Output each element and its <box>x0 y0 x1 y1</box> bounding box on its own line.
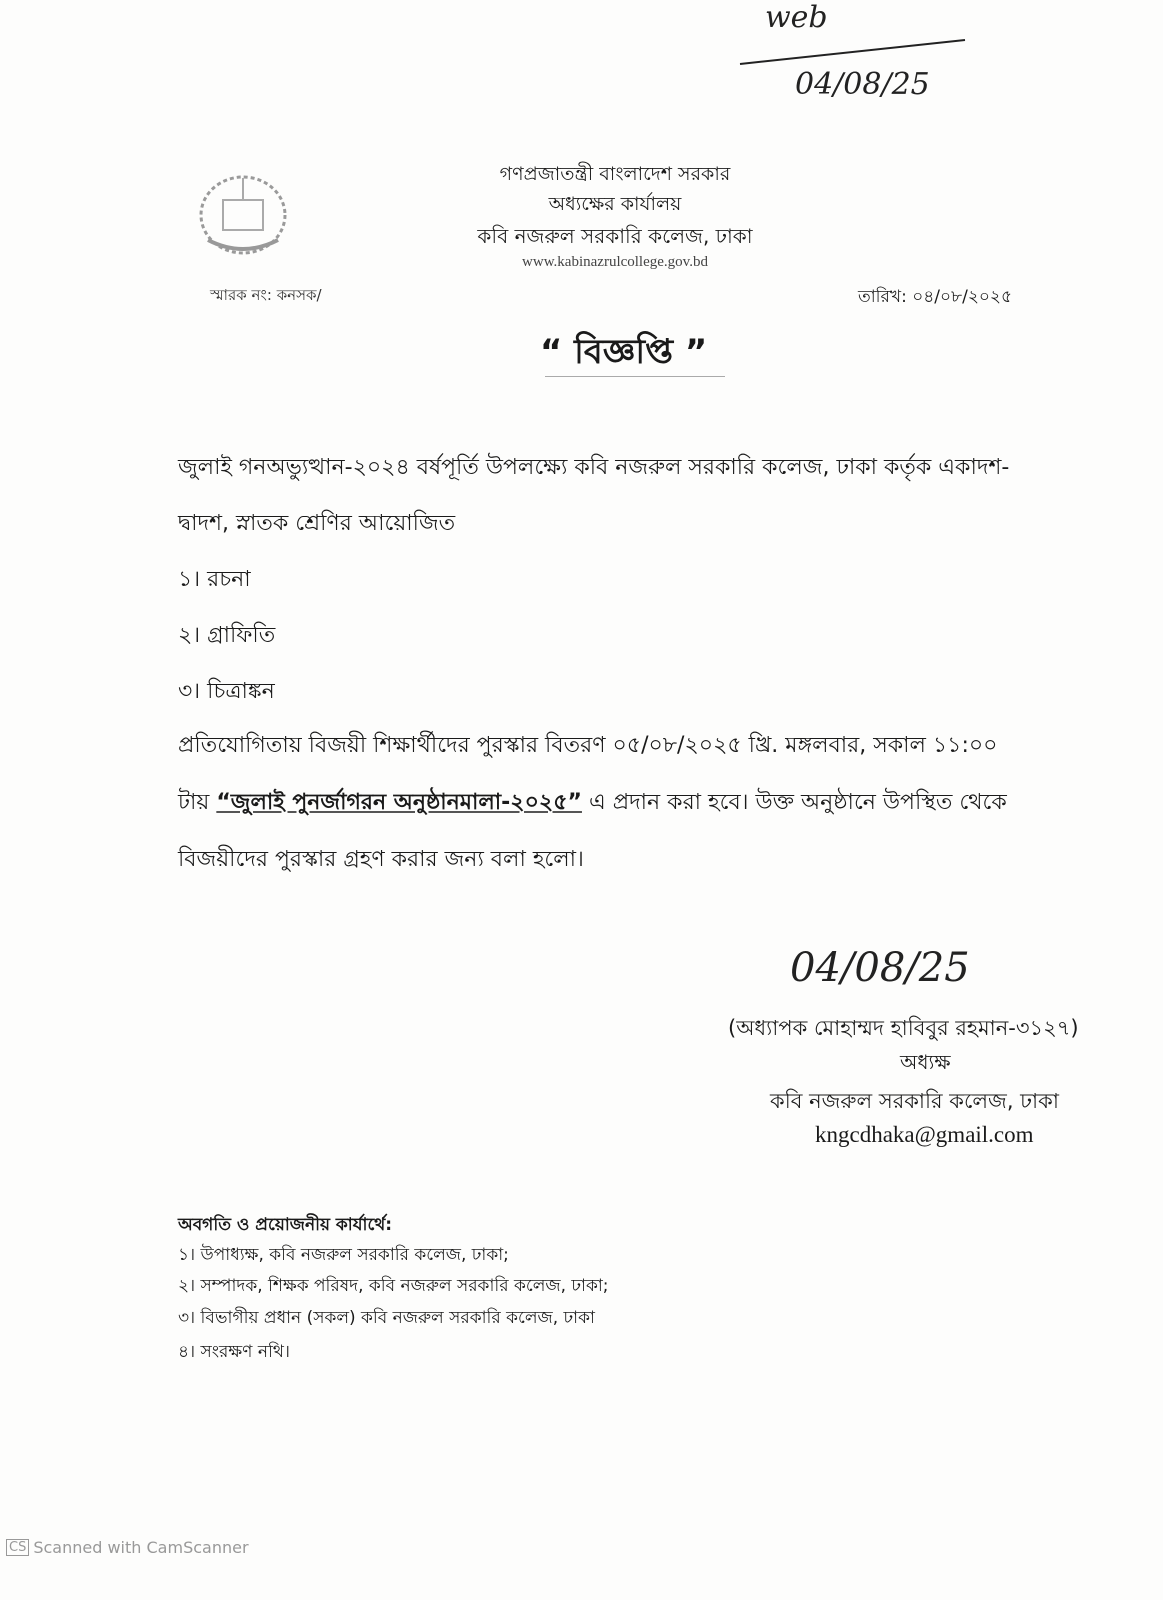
para-line-2-pre: টায় <box>178 790 217 815</box>
para-line-2-post: এ প্রদান করা হবে। উক্ত অনুষ্ঠানে উপস্থিত থেকে <box>581 790 1007 815</box>
cc-item: ২। সম্পাদক, শিক্ষক পরিষদ, কবি নজরুল সরকারি কলেজ, ঢাকা; <box>178 1276 609 1296</box>
intro-line-2: দ্বাদশ, স্নাতক শ্রেণির আয়োজিত <box>178 511 456 536</box>
camscanner-watermark <box>6 1538 249 1557</box>
signature: 04/08/25 <box>790 945 970 991</box>
handwritten-initial <box>735 36 975 106</box>
handwritten-note: web <box>765 0 828 35</box>
list-item: ১। রচনা <box>178 567 251 592</box>
signatory-designation: অধ্যক্ষ <box>900 1050 951 1074</box>
header-college: কবি নজরুল সরকারি কলেজ, ঢাকা <box>477 224 753 248</box>
date: তারিখ: ০৪/০৮/২০২৫ <box>858 287 1013 307</box>
signatory-email: kngcdhaka@gmail.com <box>815 1122 1034 1147</box>
cc-item: ৩। বিভাগীয় প্রধান (সকল) কবি নজরুল সরকারি কলেজ, ঢাকা <box>178 1308 595 1328</box>
notice-title: “ বিজ্ঞপ্তি ” <box>540 332 708 372</box>
header-office: অধ্যক্ষের কার্যালয় <box>548 193 682 215</box>
signatory-institution: কবি নজরুল সরকারি কলেজ, ঢাকা <box>770 1089 1059 1113</box>
para-line-2 <box>178 785 1007 822</box>
list-item: ৩। চিত্রাঙ্কন <box>178 679 275 704</box>
list-item: ২। গ্রাফিতি <box>178 623 276 648</box>
title-underline <box>545 376 725 377</box>
cc-item: ৪। সংরক্ষণ নথি। <box>178 1342 290 1362</box>
header-website: www.kabinazrulcollege.gov.bd <box>522 254 708 270</box>
header-government: গণপ্রজাতন্ত্রী বাংলাদেশ সরকার <box>499 163 731 185</box>
intro-line-1: জুলাই গনঅভ্যুত্থান-২০২৪ বর্ষপূর্তি উপলক্ষ্যে কবি নজরুল সরকারি কলেজ, ঢাকা কর্তৃক একাদশ- <box>178 455 1010 480</box>
camscanner-logo-icon: CS <box>6 1539 29 1556</box>
signatory-name: (অধ্যাপক মোহাম্মদ হাবিবুর রহমান-৩১২৭) <box>728 1016 1079 1040</box>
para-line-3: বিজয়ীদের পুরস্কার গ্রহণ করার জন্য বলা হলো। <box>178 847 584 872</box>
cc-heading: অবগতি ও প্রয়োজনীয় কার্যার্থে: <box>178 1215 393 1235</box>
event-name: “জুলাই পুনর্জাগরন অনুষ্ঠানমালা-২০২৫” <box>216 790 582 815</box>
watermark-text: Scanned with CamScanner <box>33 1538 249 1557</box>
memo-number: স্মারক নং: কনসক/ <box>210 286 322 304</box>
initial-date: 04/08/25 <box>795 67 930 102</box>
para-line-1: প্রতিযোগিতায় বিজয়ী শিক্ষার্থীদের পুরস্কার বিতরণ ০৫/০৮/২০২৫ খ্রি. মঙ্গলবার, সকাল ১১:০০ <box>178 733 998 758</box>
cc-item: ১। উপাধ্যক্ষ, কবি নজরুল সরকারি কলেজ, ঢাকা; <box>178 1245 509 1265</box>
